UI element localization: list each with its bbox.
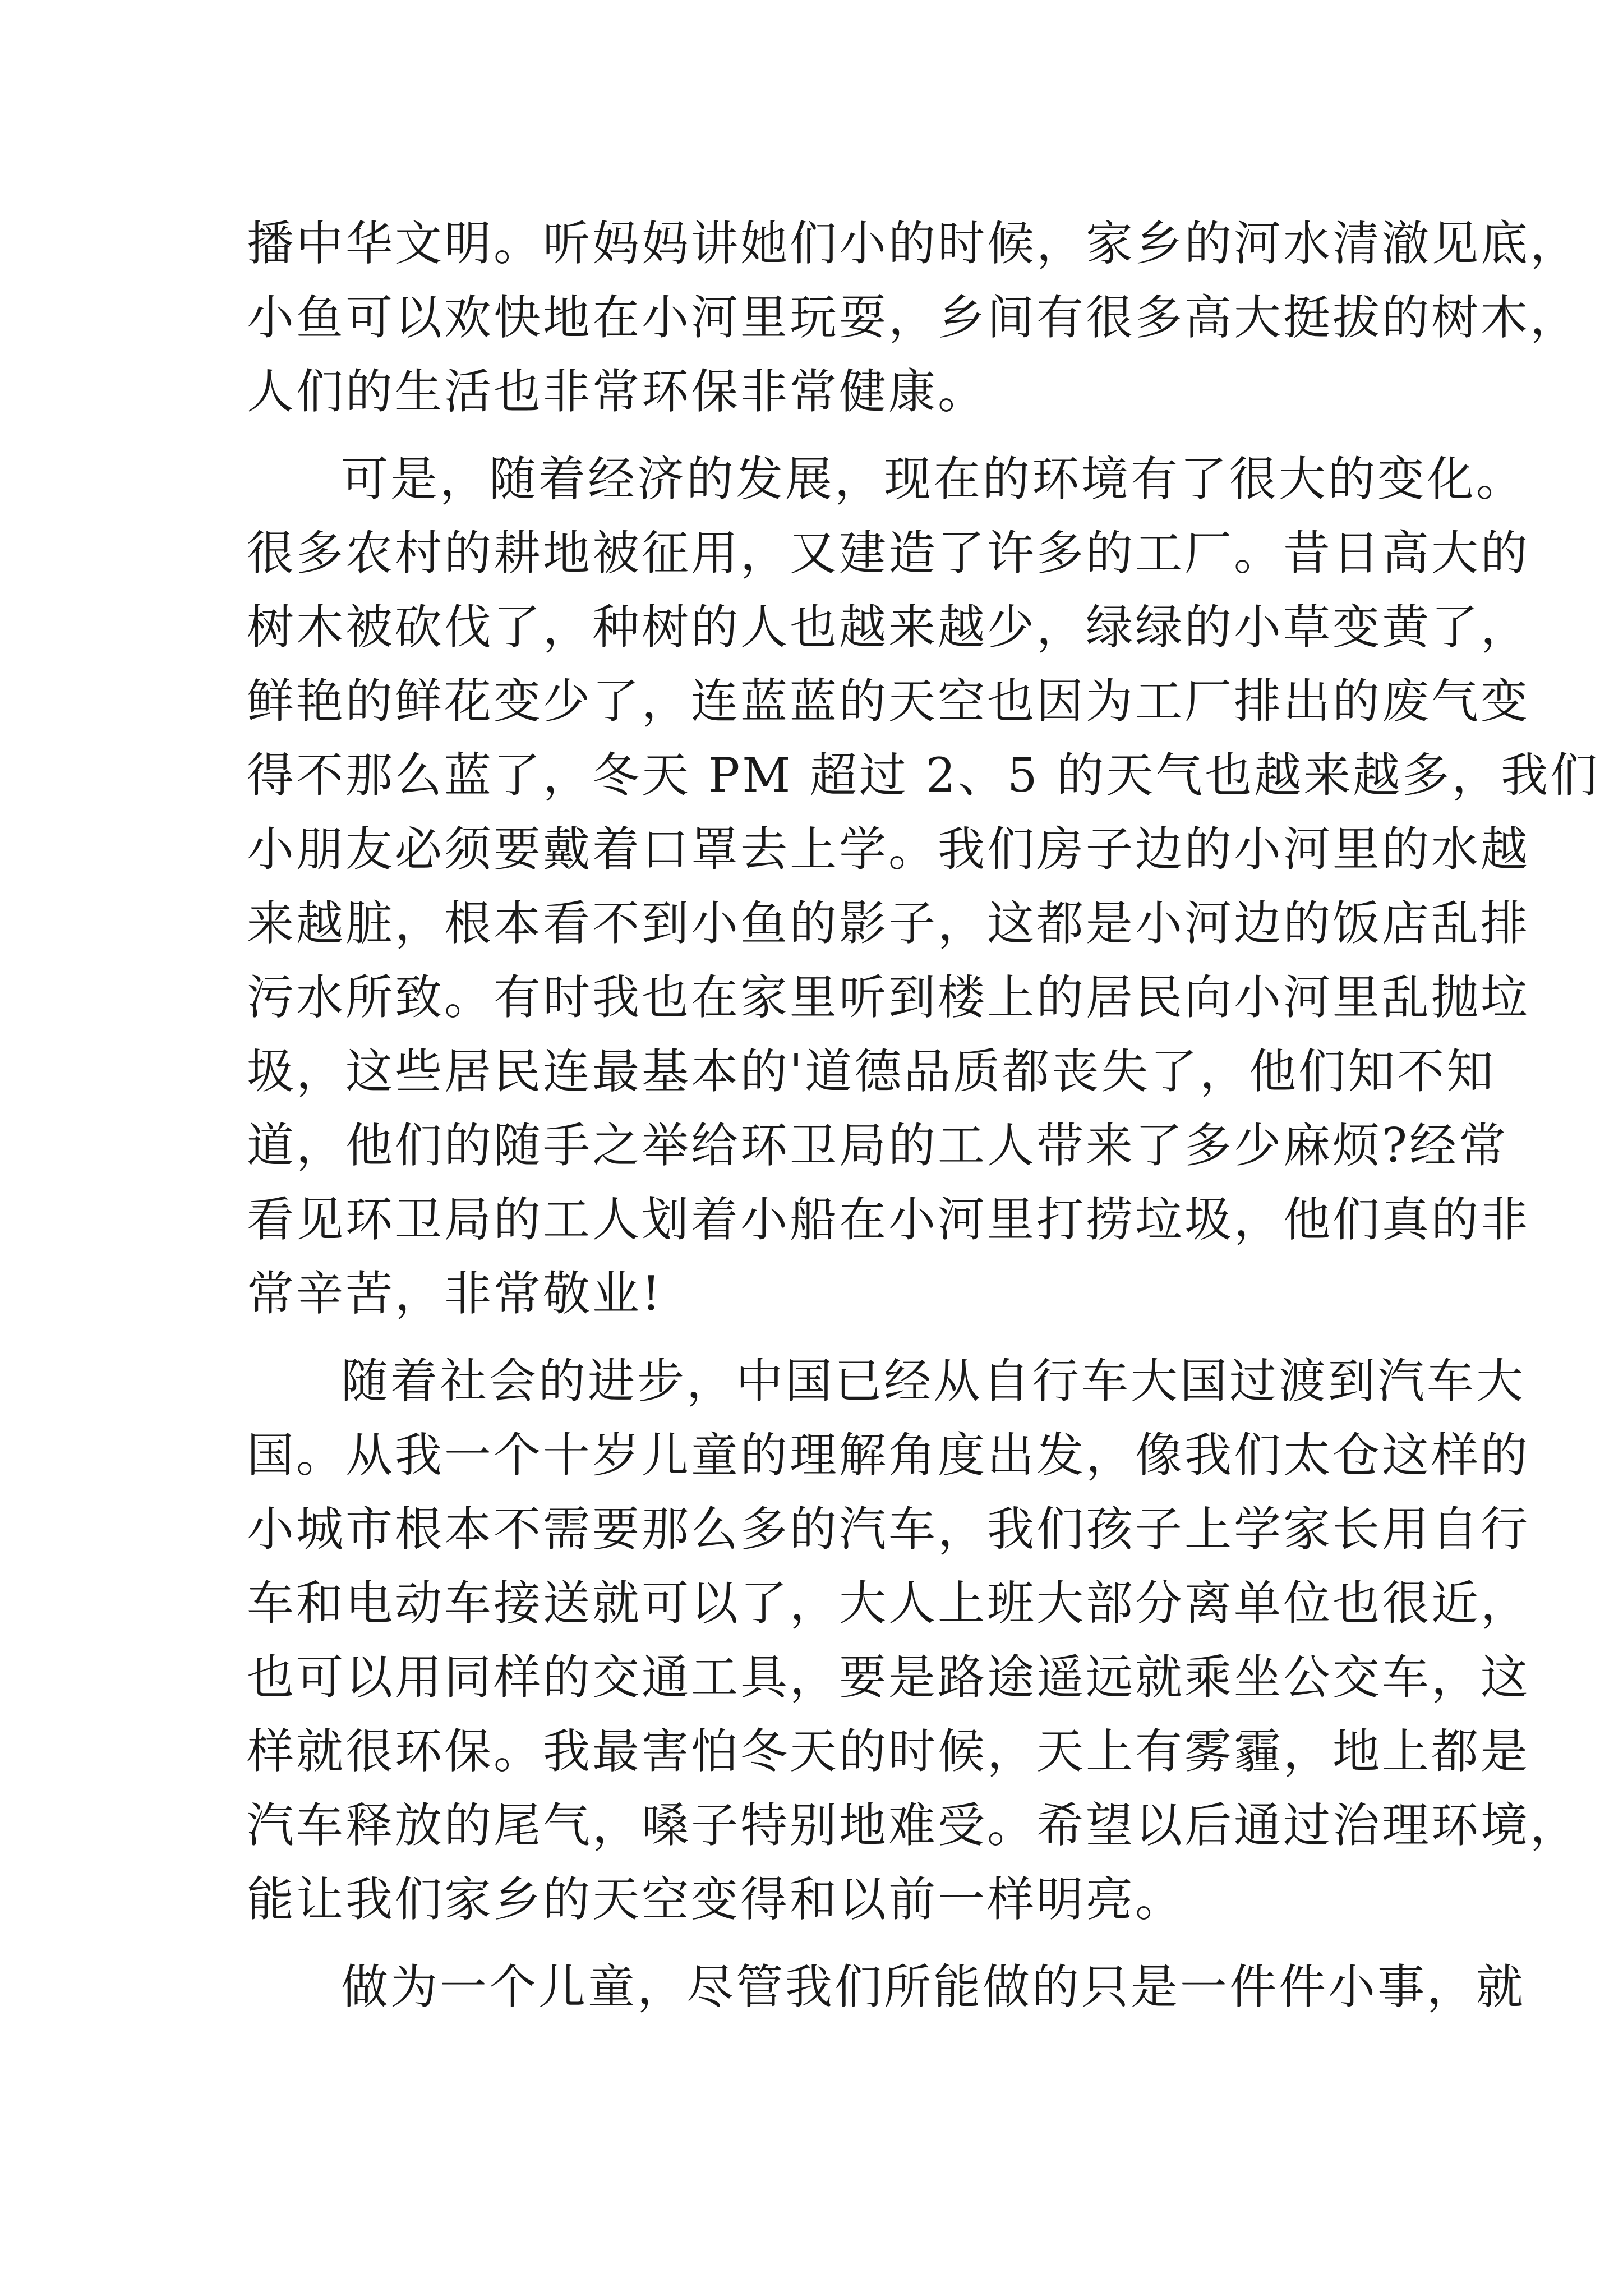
text-line: 道，他们的随手之举给环卫局的工人带来了多少麻烦?经常 [247,1118,1509,1173]
paragraph-4 [247,1950,1526,2024]
paragraph-3 [247,1344,1580,1936]
text-line: 鲜艳的鲜花变少了，连蓝蓝的天空也因为工厂排出的废气变 [247,674,1530,729]
paragraph-gap [247,1331,1385,1344]
paragraph-2 [247,442,1600,1331]
text-line: 小鱼可以欢快地在小河里玩耍，乡间有很多高大挺拔的树木， [247,290,1580,345]
text-line: 播中华文明。听妈妈讲她们小的时候，家乡的河水清澈见底， [247,216,1580,271]
paragraph-1 [247,206,1580,429]
text-line: 看见环卫局的工人划着小船在小河里打捞垃圾，他们真的非 [247,1192,1530,1247]
text-line: 圾，这些居民连最基本的'道德品质都丧失了，他们知不知 [247,1044,1496,1099]
text-line: 小朋友必须要戴着口罩去上学。我们房子边的小河里的水越 [247,822,1530,877]
text-line: 很多农村的耕地被征用，又建造了许多的工厂。昔日高大的 [247,526,1530,581]
text-line: 人们的生活也非常环保非常健康。 [247,364,988,419]
text-line: 能让我们家乡的天空变得和以前一样明亮。 [247,1872,1185,1927]
paragraph-gap [247,429,1385,442]
text-line: 来越脏，根本看不到小鱼的影子，这都是小河边的饭店乱排 [247,896,1530,951]
text-line: 污水所致。有时我也在家里听到楼上的居民向小河里乱抛垃 [247,970,1530,1025]
text-line: 得不那么蓝了，冬天 PM 超过 2、5 的天气也越来越多，我们 [247,748,1600,803]
text-line: 样就很环保。我最害怕冬天的时候，天上有雾霾，地上都是 [247,1724,1530,1779]
document-body [247,206,1600,2024]
text-line: 也可以用同样的交通工具，要是路途遥远就乘坐公交车，这 [247,1650,1530,1705]
text-line: 汽车释放的尾气，嗓子特别地难受。希望以后通过治理环境， [247,1798,1580,1853]
paragraph-gap [247,1936,1385,1950]
text-line: 可是，随着经济的发展，现在的环境有了很大的变化。 [341,452,1526,507]
text-line: 随着社会的进步，中国已经从自行车大国过渡到汽车大 [341,1354,1526,1409]
text-line: 小城市根本不需要那么多的汽车，我们孩子上学家长用自行 [247,1502,1530,1557]
text-line: 树木被砍伐了，种树的人也越来越少，绿绿的小草变黄了， [247,600,1530,655]
text-line: 车和电动车接送就可以了，大人上班大部分离单位也很近， [247,1576,1530,1631]
text-line: 常辛苦，非常敬业! [247,1266,663,1321]
text-line: 国。从我一个十岁儿童的理解角度出发，像我们太仓这样的 [247,1428,1530,1483]
text-line: 做为一个儿童，尽管我们所能做的只是一件件小事，就 [341,1959,1526,2014]
